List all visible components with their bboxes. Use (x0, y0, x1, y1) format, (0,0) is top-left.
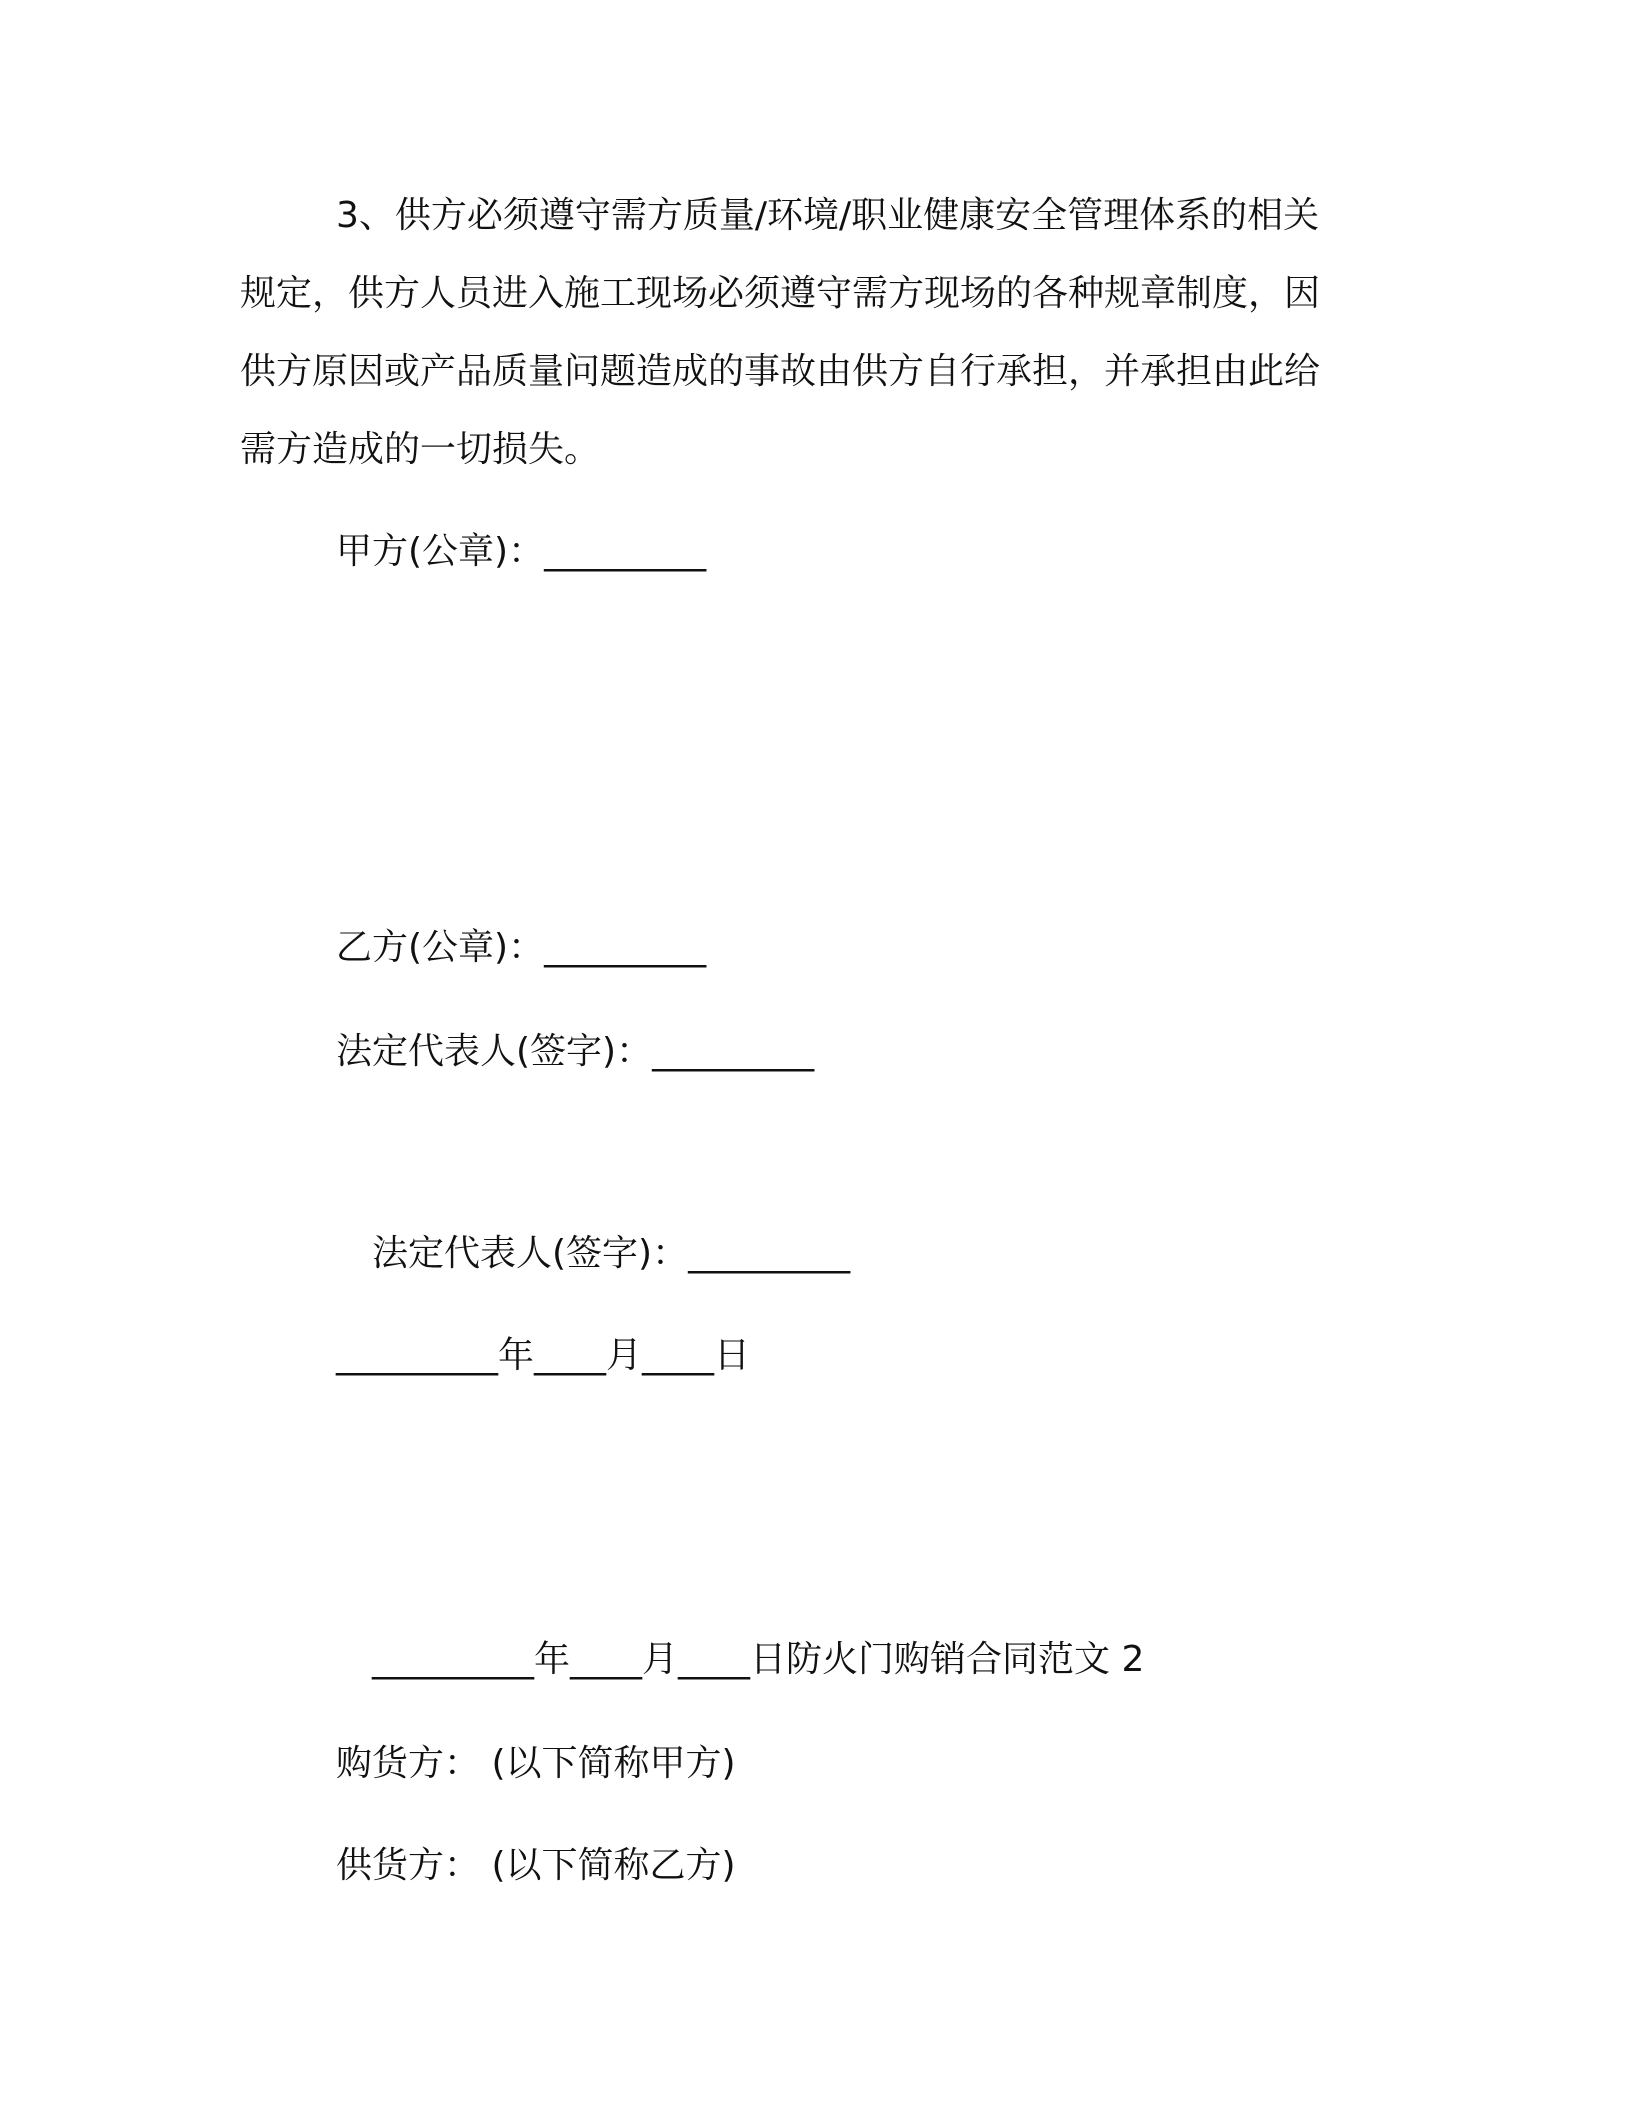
party-b-seal-line: 乙方(公章)：_________ (336, 927, 707, 968)
supplier-line: 供货方： (以下简称乙方) (336, 1845, 736, 1886)
party-a-seal-line: 甲方(公章)：_________ (336, 531, 707, 572)
clause-3-line-4: 需方造成的一切损失。 (240, 429, 601, 470)
clause-3-line-1: 3、供方必须遵守需方质量/环境/职业健康安全管理体系的相关 (336, 195, 1320, 236)
buyer-line: 购货方： (以下简称甲方) (336, 1743, 736, 1784)
clause-3-line-2: 规定，供方人员进入施工现场必须遵守需方现场的各种规章制度，因 (240, 273, 1321, 314)
date-line: _________年____月____日 (336, 1335, 750, 1376)
clause-3-paragraph (240, 192, 1360, 504)
legal-rep-signature-line-1: 法定代表人(签字)：_________ (336, 1031, 815, 1072)
contract-2-title-line: _________年____月____日防火门购销合同范文 2 (372, 1639, 1145, 1680)
legal-rep-signature-line-2: 法定代表人(签字)：_________ (372, 1233, 851, 1274)
clause-3-line-3: 供方原因或产品质量问题造成的事故由供方自行承担，并承担由此给 (240, 351, 1321, 392)
